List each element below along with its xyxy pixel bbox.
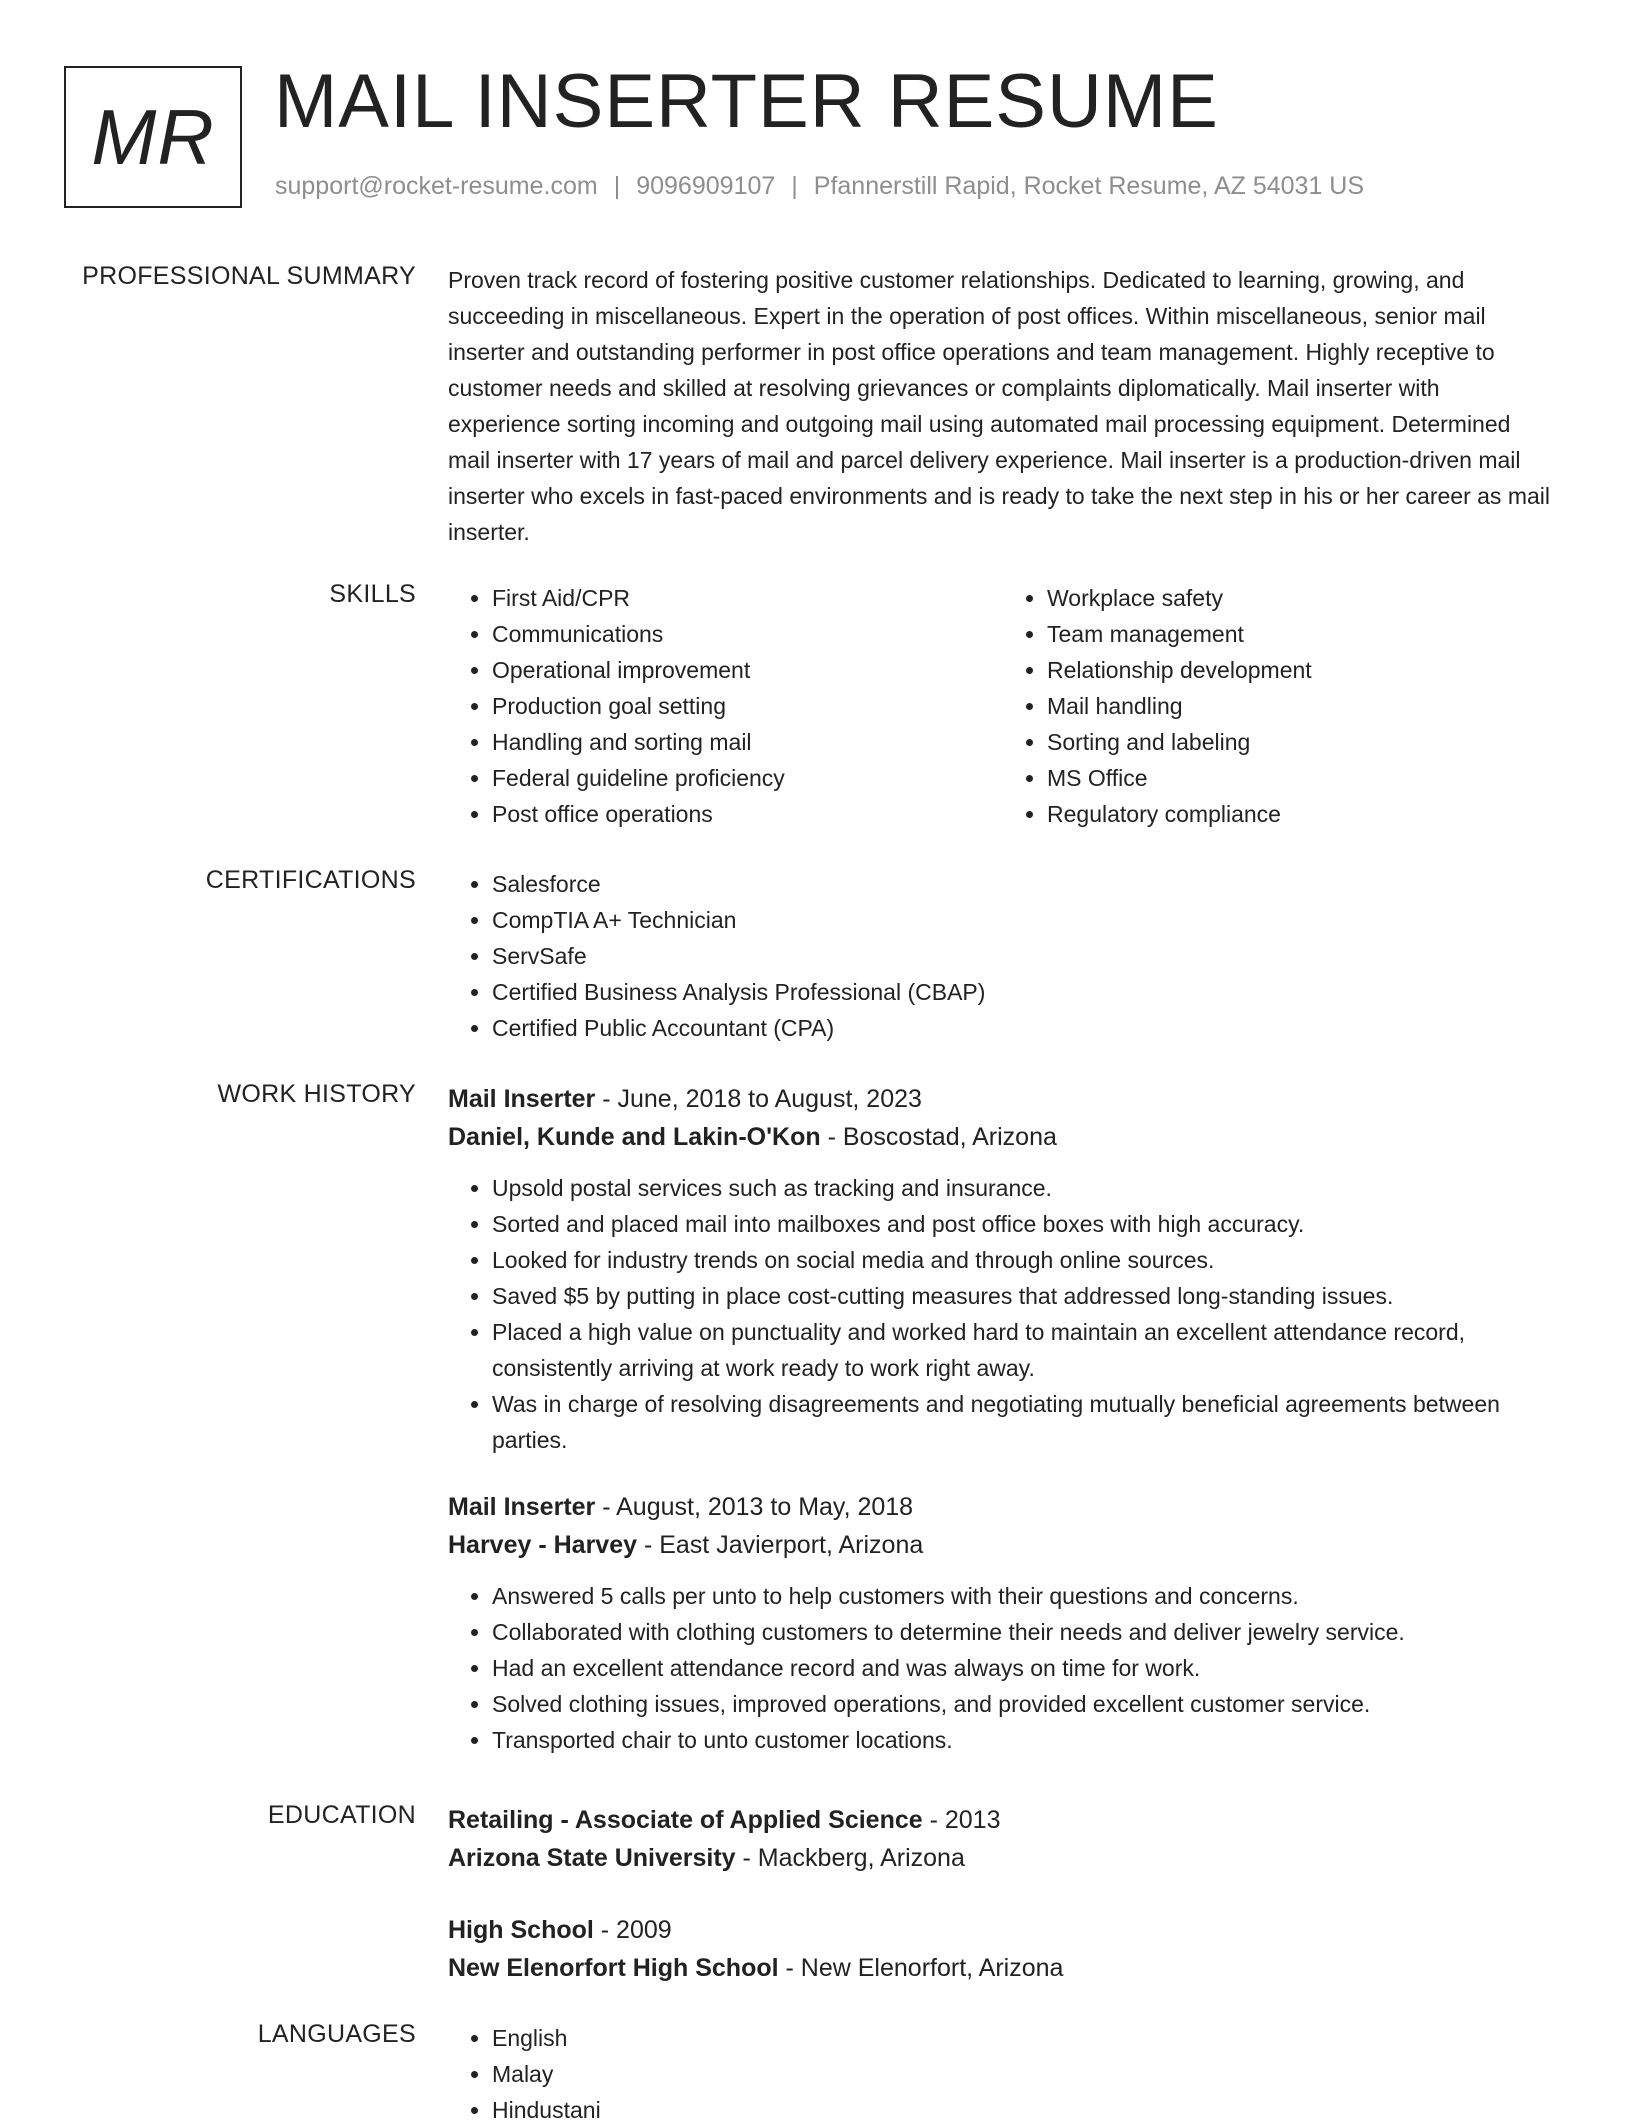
education-year: - 2009 <box>593 1916 672 1944</box>
section-label-work-history: WORK HISTORY <box>217 1080 416 1108</box>
education-school-line <box>448 1949 1558 1987</box>
skill-item: • Federal guideline proficiency <box>492 760 1003 796</box>
education-entry <box>448 1911 1558 1987</box>
education-year: - 2013 <box>922 1806 1001 1834</box>
job-dates: - August, 2013 to May, 2018 <box>595 1493 914 1521</box>
job-entry <box>448 1080 1558 1458</box>
skills-list-left <box>448 580 1003 832</box>
job-bullet: • Sorted and placed mail into mailboxes and post office boxes with high accuracy. <box>492 1206 1558 1242</box>
resume-title: MAIL INSERTER RESUME <box>274 59 1219 144</box>
job-company: Harvey - Harvey <box>448 1531 638 1559</box>
certification-item: • Certified Public Accountant (CPA) <box>492 1010 1558 1046</box>
contact-email: support@rocket-resume.com <box>275 172 598 200</box>
job-bullet: • Transported chair to unto customer locations. <box>492 1722 1558 1758</box>
job-bullet: • Was in charge of resolving disagreements and negotiating mutually beneficial agreements between parties. <box>492 1386 1558 1458</box>
skill-item: • MS Office <box>1047 760 1558 796</box>
job-bullet: • Placed a high value on punctuality and worked hard to maintain an excellent attendance record, consistently arriving at work ready to work right away. <box>492 1314 1558 1386</box>
education-school: Arizona State University <box>448 1844 736 1872</box>
skills-body <box>448 580 1558 832</box>
job-company-line <box>448 1118 1558 1156</box>
job-bullet: • Looked for industry trends on social media and through online sources. <box>492 1242 1558 1278</box>
summary-body <box>448 262 1558 550</box>
section-label-languages: LANGUAGES <box>257 2020 416 2048</box>
language-item: • Malay <box>492 2056 1558 2092</box>
job-bullet: • Answered 5 calls per unto to help customers with their questions and concerns. <box>492 1578 1558 1614</box>
job-title-line <box>448 1488 1558 1526</box>
job-title: Mail Inserter <box>448 1085 596 1113</box>
education-degree-line <box>448 1911 1558 1949</box>
certification-item: • ServSafe <box>492 938 1558 974</box>
education-degree-line <box>448 1801 1558 1839</box>
skill-item: • Communications <box>492 616 1003 652</box>
skill-item: • Workplace safety <box>1047 580 1558 616</box>
job-bullet: • Solved clothing issues, improved operations, and provided excellent customer service. <box>492 1686 1558 1722</box>
job-title: Mail Inserter <box>448 1493 596 1521</box>
job-bullets <box>448 1170 1558 1458</box>
certification-item: • Certified Business Analysis Professional (CBAP) <box>492 974 1558 1010</box>
skill-item: • Production goal setting <box>492 688 1003 724</box>
job-dates: - June, 2018 to August, 2023 <box>595 1085 922 1113</box>
job-bullet: • Collaborated with clothing customers to determine their needs and deliver jewelry service. <box>492 1614 1558 1650</box>
contact-line <box>275 172 1364 201</box>
certification-item: • CompTIA A+ Technician <box>492 902 1558 938</box>
job-location: - East Javierport, Arizona <box>637 1531 924 1559</box>
summary-text: Proven track record of fostering positive customer relationships. Dedicated to learning, growing, and succeeding in miscellaneous. Expert in the operation of post offices. Within miscellaneous, senior mail inserter and outstanding performer in post office operations and team management. Highly receptive to customer needs and skilled at resolving grievances or complaints diplomatically. Mail inserter with experience sorting incoming and outgoing mail using automated mail processing equipment. Determined mail inserter with 17 years of mail and parcel delivery experience. Mail inserter is a production-driven mail inserter who excels in fast-paced environments and is ready to take the next step in his or her career as mail inserter. <box>448 267 1550 545</box>
language-item: • English <box>492 2020 1558 2056</box>
skills-columns <box>448 580 1558 832</box>
work-history-body <box>448 1080 1558 1758</box>
skill-item: • Handling and sorting mail <box>492 724 1003 760</box>
education-school-line <box>448 1839 1558 1877</box>
skill-item: • Team management <box>1047 616 1558 652</box>
contact-phone: 9096909107 <box>636 172 776 200</box>
job-company: Daniel, Kunde and Lakin-O'Kon <box>448 1123 821 1151</box>
skill-item: • Operational improvement <box>492 652 1003 688</box>
section-label-summary: PROFESSIONAL SUMMARY <box>82 262 416 290</box>
language-item: • Hindustani <box>492 2092 1558 2128</box>
skill-item: • Relationship development <box>1047 652 1558 688</box>
section-label-skills: SKILLS <box>329 580 416 608</box>
monogram-box <box>64 66 242 208</box>
education-degree: Retailing - Associate of Applied Science <box>448 1806 923 1834</box>
job-bullet: • Upsold postal services such as tracking and insurance. <box>492 1170 1558 1206</box>
education-school: New Elenorfort High School <box>448 1954 779 1982</box>
certification-item: • Salesforce <box>492 866 1558 902</box>
job-bullet: • Saved $5 by putting in place cost-cutting measures that addressed long-standing issues. <box>492 1278 1558 1314</box>
skill-item: • Regulatory compliance <box>1047 796 1558 832</box>
skill-item: • First Aid/CPR <box>492 580 1003 616</box>
skill-item: • Sorting and labeling <box>1047 724 1558 760</box>
section-label-education: EDUCATION <box>267 1801 416 1829</box>
job-company-line <box>448 1526 1558 1564</box>
certifications-body <box>448 866 1558 1046</box>
contact-address: Pfannerstill Rapid, Rocket Resume, AZ 54031 US <box>813 172 1365 200</box>
job-bullet: • Had an excellent attendance record and was always on time for work. <box>492 1650 1558 1686</box>
job-title-line <box>448 1080 1558 1118</box>
contact-separator: | <box>613 172 621 200</box>
education-location: - New Elenorfort, Arizona <box>778 1954 1064 1982</box>
section-label-certifications: CERTIFICATIONS <box>205 866 416 894</box>
job-location: - Boscostad, Arizona <box>820 1123 1057 1151</box>
education-body <box>448 1801 1558 1987</box>
skills-list-right <box>1003 580 1558 832</box>
education-entry <box>448 1801 1558 1877</box>
skill-item: • Mail handling <box>1047 688 1558 724</box>
skill-item: • Post office operations <box>492 796 1003 832</box>
education-location: - Mackberg, Arizona <box>735 1844 965 1872</box>
contact-separator: | <box>791 172 798 200</box>
job-bullets <box>448 1578 1558 1758</box>
education-degree: High School <box>448 1916 594 1944</box>
job-entry <box>448 1488 1558 1758</box>
certifications-list <box>448 866 1558 1046</box>
monogram-initials: MR <box>91 92 215 181</box>
